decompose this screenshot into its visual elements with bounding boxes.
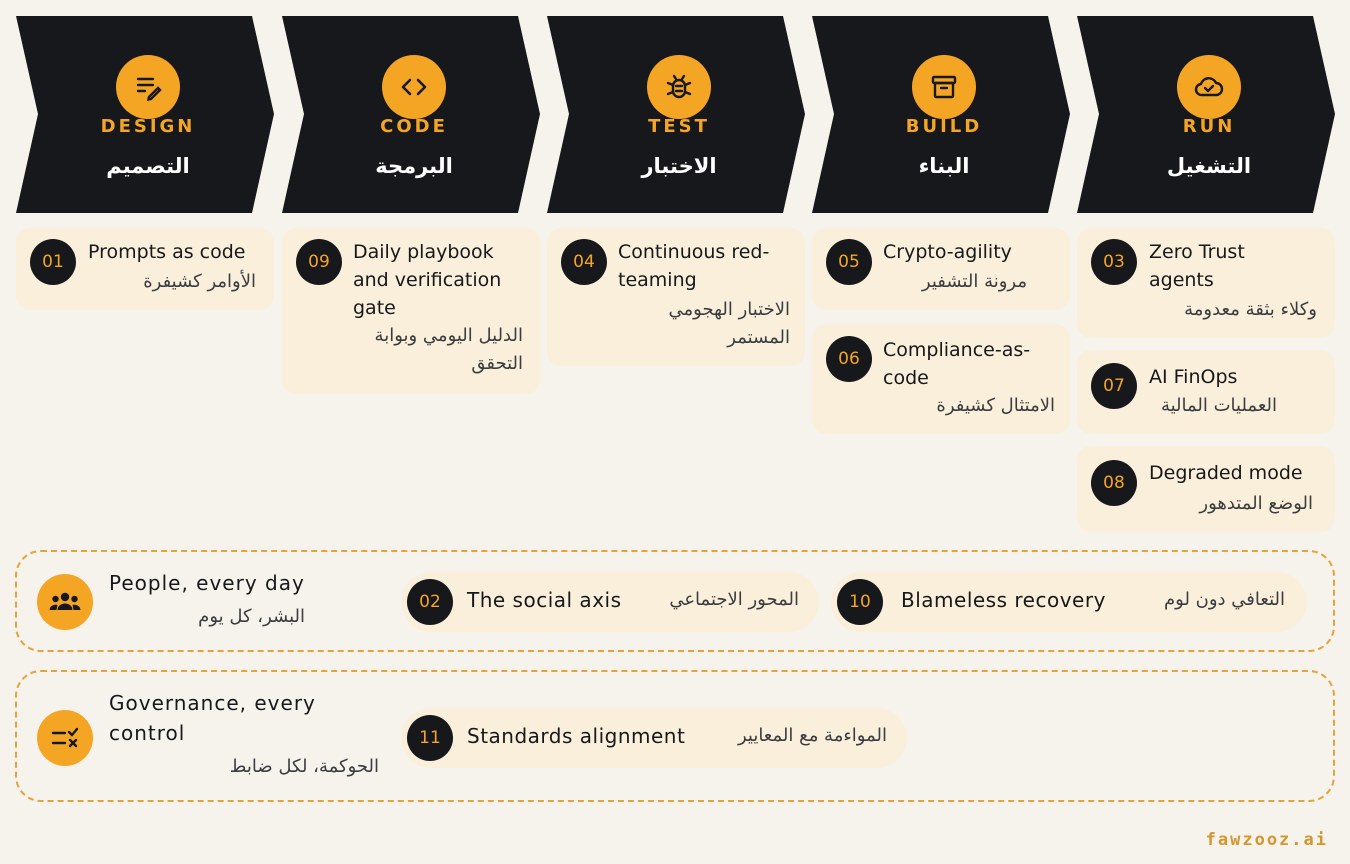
- practice-card: [1077, 350, 1335, 434]
- people-row: [15, 550, 1335, 652]
- pill-number-badge: 02: [407, 579, 453, 625]
- card-title: AI FinOps: [1149, 366, 1238, 388]
- card-title: Zero Trust agents: [1149, 241, 1245, 291]
- pill-item: [401, 572, 819, 632]
- card-number-badge: 06: [826, 336, 872, 382]
- pill-number-badge: 11: [407, 715, 453, 761]
- pill-item: [401, 708, 907, 768]
- phase-run: [1077, 16, 1335, 213]
- card-title: Compliance-as-code: [883, 339, 1031, 389]
- practice-card: [282, 228, 540, 394]
- card-title-ar: الدليل اليومي وبوابة التحقق: [374, 325, 523, 374]
- card-title-ar: الامتثال كشيفرة: [936, 395, 1055, 416]
- phase-label-en: BUILD: [905, 116, 983, 137]
- card-number-badge: 08: [1091, 460, 1137, 506]
- card-title-ar: العمليات المالية: [1160, 395, 1277, 416]
- phase-label-en: DESIGN: [100, 116, 196, 137]
- phase-test: [547, 16, 805, 213]
- archive-box-icon: [912, 55, 976, 119]
- row-title: People, every day: [109, 571, 305, 595]
- pill-label: The social axis: [467, 588, 622, 612]
- phase-label-ar: التصميم: [106, 154, 190, 178]
- cloud-check-icon: [1177, 55, 1241, 119]
- practice-card: [812, 324, 1070, 434]
- checklist-icon: [37, 710, 93, 766]
- brand-footer: fawzooz.ai: [1205, 830, 1328, 850]
- people-group-icon: [37, 574, 93, 630]
- card-title-ar: الاختبار الهجومي المستمر: [668, 299, 790, 348]
- phase-label-en: TEST: [648, 116, 710, 137]
- practice-card: [1077, 446, 1335, 532]
- card-number-badge: 07: [1091, 363, 1137, 409]
- card-title: Crypto-agility: [883, 241, 1012, 263]
- card-title: Daily playbook and verification gate: [353, 241, 502, 319]
- practice-card: [547, 228, 805, 366]
- row-title-ar: الحوكمة، لكل ضابط: [229, 756, 379, 777]
- phase-label-en: CODE: [380, 116, 448, 137]
- card-number-badge: 09: [296, 239, 342, 285]
- pill-label: Standards alignment: [467, 724, 686, 748]
- governance-row: [15, 670, 1335, 802]
- bug-icon: [647, 55, 711, 119]
- practice-card: [812, 228, 1070, 310]
- card-number-badge: 03: [1091, 239, 1137, 285]
- practice-card: [16, 228, 274, 310]
- card-title-ar: الأوامر كشيفرة: [143, 271, 256, 292]
- phase-build: [812, 16, 1070, 213]
- phase-label-ar: البرمجة: [375, 154, 453, 178]
- card-title: Continuous red-teaming: [618, 241, 770, 291]
- card-title-ar: وكلاء بثقة معدومة: [1184, 299, 1317, 320]
- card-title: Degraded mode: [1149, 462, 1303, 484]
- practice-card: [1077, 228, 1335, 338]
- pill-label-ar: التعافي دون لوم: [1164, 589, 1285, 610]
- phase-code: [282, 16, 540, 213]
- card-title-ar: مرونة التشفير: [921, 271, 1027, 292]
- card-number-badge: 04: [561, 239, 607, 285]
- phase-label-ar: الاختبار: [641, 154, 717, 178]
- card-number-badge: 01: [30, 239, 76, 285]
- phase-design: [16, 16, 274, 213]
- edit-list-icon: [116, 55, 180, 119]
- card-number-badge: 05: [826, 239, 872, 285]
- pill-number-badge: 10: [837, 579, 883, 625]
- row-title-ar: البشر، كل يوم: [198, 606, 305, 627]
- pill-label-ar: المحور الاجتماعي: [669, 589, 799, 610]
- pill-item: [831, 572, 1307, 632]
- pill-label-ar: المواءمة مع المعايير: [737, 725, 887, 746]
- card-title-ar: الوضع المتدهور: [1199, 493, 1313, 514]
- code-brackets-icon: [382, 55, 446, 119]
- row-title: Governance, every control: [109, 691, 316, 745]
- phase-label-en: RUN: [1182, 116, 1236, 137]
- phase-label-ar: البناء: [918, 154, 970, 178]
- card-title: Prompts as code: [88, 241, 246, 263]
- phase-label-ar: التشغيل: [1166, 154, 1252, 178]
- pill-label: Blameless recovery: [901, 588, 1106, 612]
